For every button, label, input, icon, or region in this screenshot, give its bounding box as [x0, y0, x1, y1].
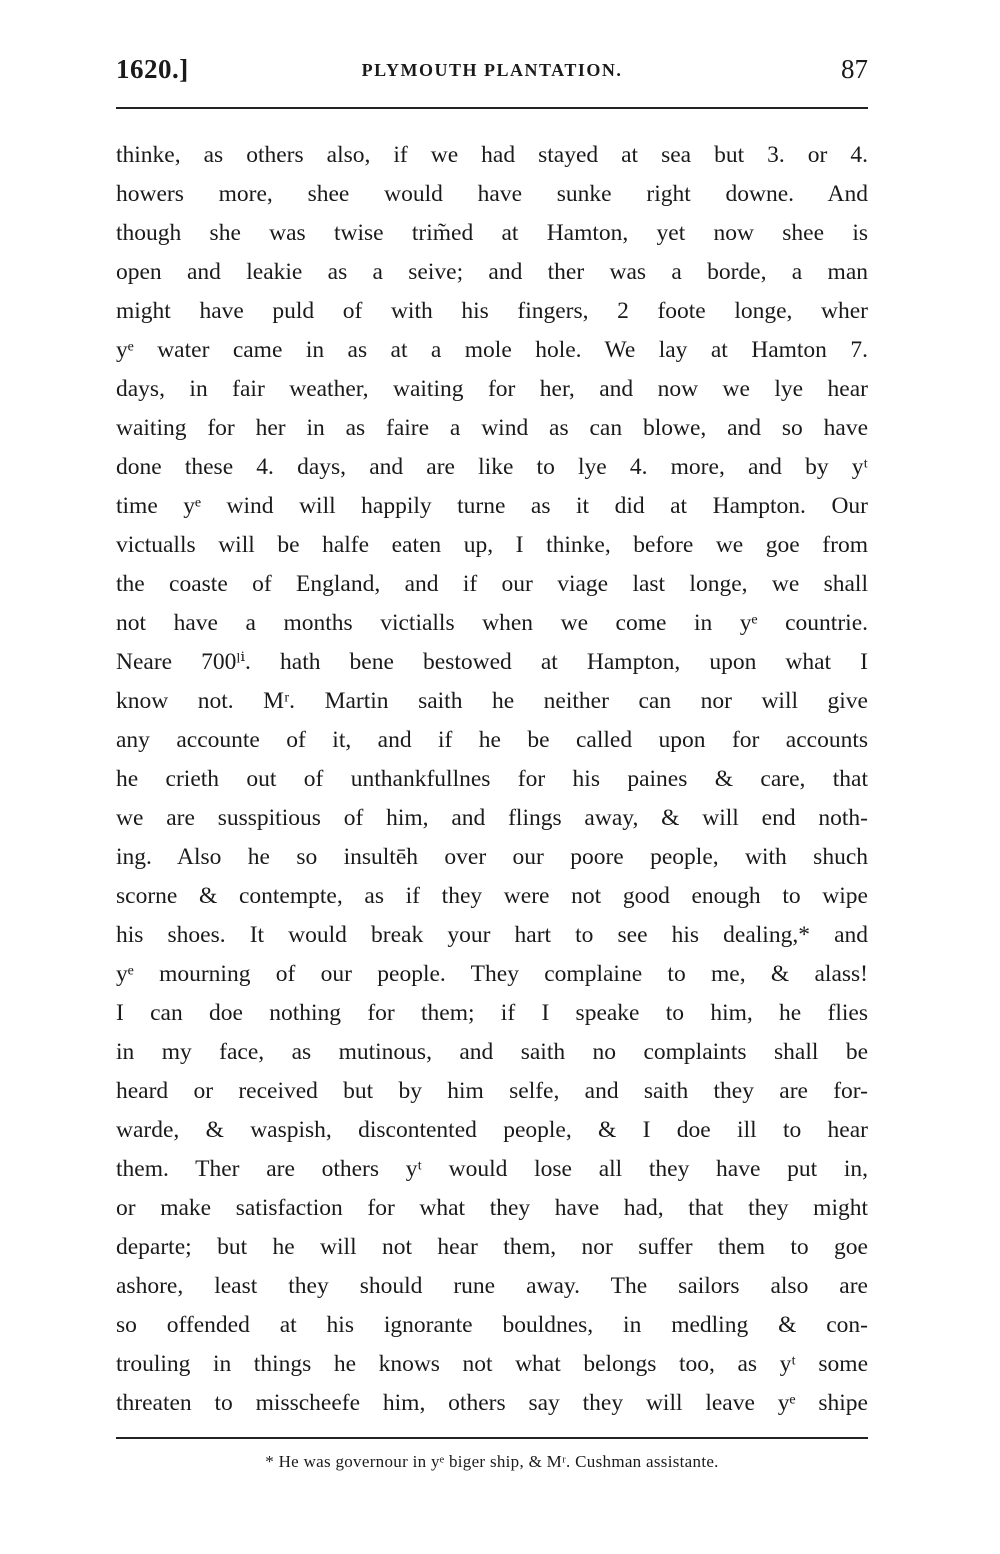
text-line: the coaste of England, and if our viage last longe, we shall	[116, 571, 868, 597]
text-line: warde, & waspish, discontented people, & I doe ill to hear	[116, 1117, 868, 1143]
text-line: might have puld of with his fingers, 2 foote longe, wher	[116, 298, 868, 324]
page-number: 87	[841, 54, 868, 84]
text-line: trouling in things he knows not what belongs too, as yᵗ some	[116, 1351, 868, 1377]
header-rule	[116, 107, 868, 109]
footnote: * He was governour in yᵉ biger ship, & Mʳ. Cushman assistante.	[265, 1452, 719, 1471]
text-line: yᵉ mourning of our people. They complaine to me, & alass!	[116, 961, 868, 987]
text-line: or make satisfaction for what they have had, that they might	[116, 1195, 868, 1221]
text-line: time yᵉ wind will happily turne as it did at Hampton. Our	[116, 493, 868, 519]
text-line: any accounte of it, and if he be called upon for accounts	[116, 727, 868, 753]
running-header	[116, 54, 868, 94]
text-line: in my face, as mutinous, and saith no complaints shall be	[116, 1039, 868, 1065]
text-line: heard or received but by him selfe, and saith they are for-	[116, 1078, 868, 1104]
text-line: departe; but he will not hear them, nor suffer them to goe	[116, 1234, 868, 1260]
text-line: scorne & contempte, as if they were not good enough to wipe	[116, 883, 868, 909]
text-line: yᵉ water came in as at a mole hole. We lay at Hamton 7.	[116, 337, 868, 363]
text-line: victualls will be halfe eaten up, I thinke, before we goe from	[116, 532, 868, 558]
text-line: threaten to misscheefe him, others say they will leave yᵉ shipe	[116, 1390, 868, 1416]
text-line: his shoes. It would break your hart to see his dealing,* and	[116, 922, 868, 948]
text-line: open and leakie as a seive; and ther was a borde, a man	[116, 259, 868, 285]
text-line: so offended at his ignorante bouldnes, in medling & con-	[116, 1312, 868, 1338]
text-line: know not. Mʳ. Martin saith he neither can nor will give	[116, 688, 868, 714]
text-line: not have a months victialls when we come in yᵉ countrie.	[116, 610, 868, 636]
text-line: howers more, shee would have sunke right downe. And	[116, 181, 868, 207]
footnote-rule	[116, 1437, 868, 1439]
text-line: them. Ther are others yᵗ would lose all they have put in,	[116, 1156, 868, 1182]
text-line: ing. Also he so insultēh over our poore people, with shuch	[116, 844, 868, 870]
text-line: though she was twise trim̃ed at Hamton, yet now shee is	[116, 220, 868, 246]
text-line: Neare 700ˡⁱ. hath bene bestowed at Hampton, upon what I	[116, 649, 868, 675]
text-line: he crieth out of unthankfullnes for his paines & care, that	[116, 766, 868, 792]
text-line: thinke, as others also, if we had stayed at sea but 3. or 4.	[116, 142, 868, 168]
header-year: 1620.]	[116, 54, 189, 84]
text-line: we are susspitious of him, and flings away, & will end noth-	[116, 805, 868, 831]
text-line: waiting for her in as faire a wind as can blowe, and so have	[116, 415, 868, 441]
text-line: I can doe nothing for them; if I speake to him, he flies	[116, 1000, 868, 1026]
text-line: done these 4. days, and are like to lye 4. more, and by yᵗ	[116, 454, 868, 480]
body-text	[116, 136, 868, 1423]
text-line: ashore, least they should rune away. The sailors also are	[116, 1273, 868, 1299]
header-title: PLYMOUTH PLANTATION.	[361, 60, 623, 80]
text-line: days, in fair weather, waiting for her, and now we lye hear	[116, 376, 868, 402]
